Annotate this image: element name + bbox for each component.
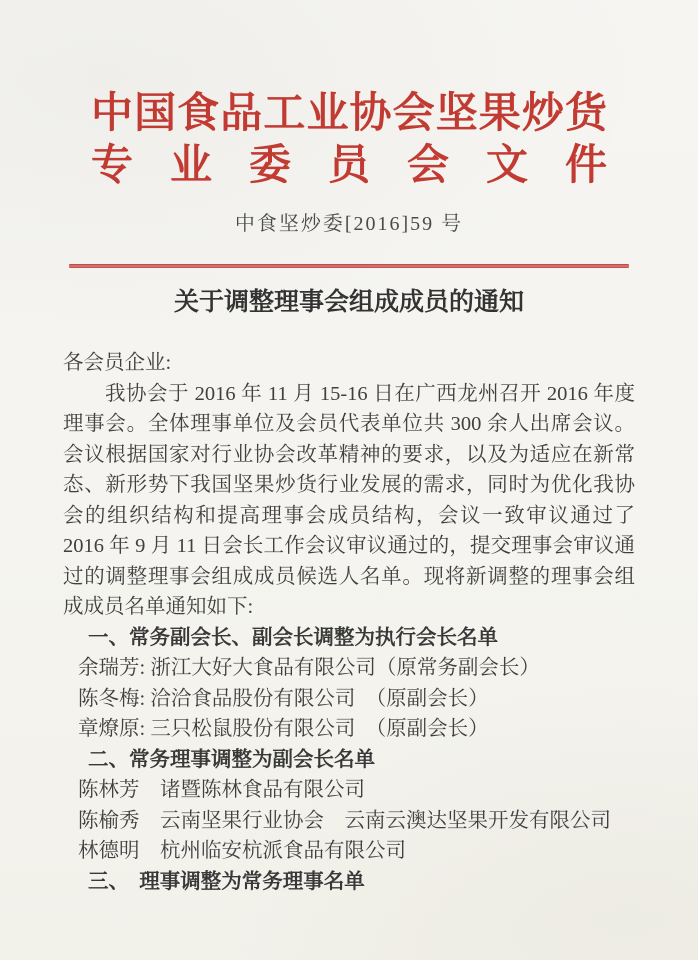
section-1-member-item: 章燎原: 三只松鼠股份有限公司 （原副会长）: [78, 718, 489, 740]
section-1-member-item: 陈冬梅: 洽洽食品股份有限公司 （原副会长）: [78, 687, 489, 710]
document-title: 关于调整理事会组成成员的通知: [173, 289, 524, 316]
section-3-heading: 三、 理事调整为常务理事名单: [88, 870, 365, 893]
section-2-heading: 二、常务理事调整为副会长名单: [88, 748, 375, 771]
section-1-member-item: 余瑞芳: 浙江大好大食品有限公司（原常务副会长）: [78, 657, 540, 679]
section-vice-presidents: [63, 745, 635, 867]
section-2-member-item: 林德明 杭州临安杭派食品有限公司: [78, 840, 406, 862]
document-body: [63, 348, 635, 897]
letterhead-title-line1: 中国食品工业协会坚果炒货: [91, 91, 607, 137]
section-executive-presidents: [63, 623, 635, 745]
red-divider-rule: [69, 264, 629, 268]
letterhead: [0, 0, 698, 268]
section-2-member-item: 陈林芳 诸暨陈林食品有限公司: [78, 779, 365, 801]
intro-paragraph: 我协会于 2016 年 11 月 15-16 日在广西龙州召开 2016 年度理事会。全体理事单位及会员代表单位共 300 余人出席会议。会议根据国家对行业协会改革精神的要求，以及为适应在新常态、新形势下我国坚果炒货行业发展的需求，同时为优化我协会的组织结构和提高理事会成员结构，会议一致审议通过了 2016 年 9 月 11 日会长工作会议审议通过的，提交理事会审议通过的调整理事会组成成员候选人名单。现将新调整的理事会组成成员名单通知如下:: [63, 382, 635, 618]
section-1-heading: 一、常务副会长、副会长调整为执行会长名单: [88, 626, 498, 649]
salutation: 各会员企业:: [63, 352, 172, 374]
letterhead-title-line2: 专业委员会文件: [91, 143, 607, 189]
section-standing-directors: [63, 867, 635, 898]
document-number: 中食坚炒委[2016]59 号: [234, 213, 464, 235]
section-2-member-item: 陈榆秀 云南坚果行业协会 云南云澳达坚果开发有限公司: [78, 809, 611, 832]
